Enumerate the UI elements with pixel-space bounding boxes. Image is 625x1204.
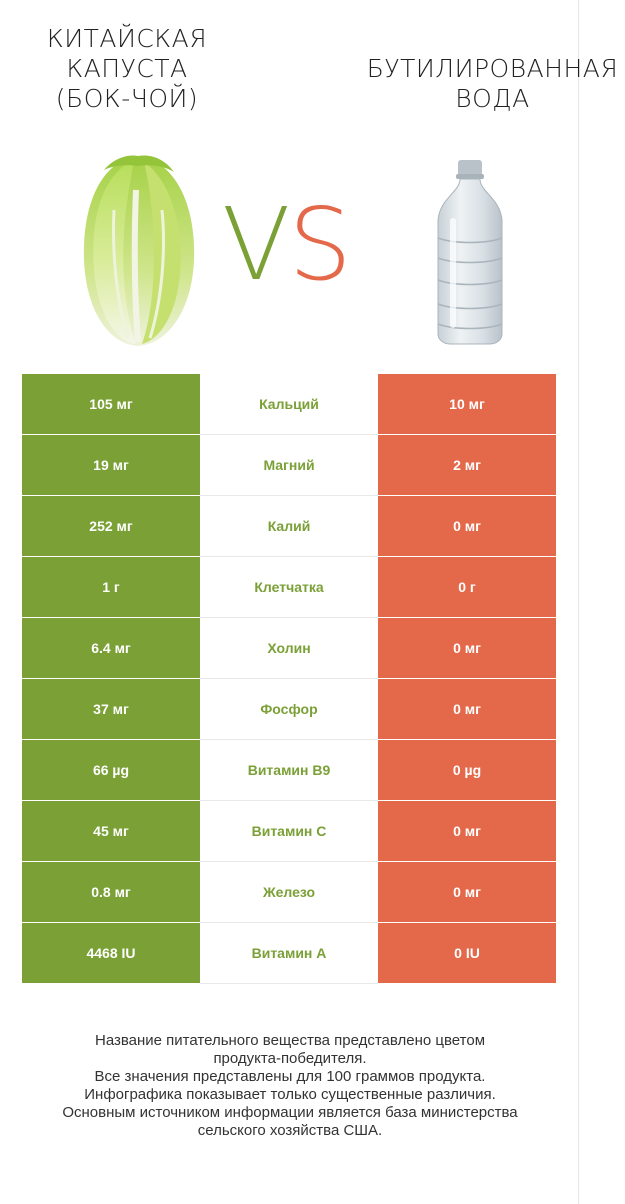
table-row: [22, 740, 556, 801]
right-title-line: БУТИЛИРОВАННАЯ: [366, 54, 619, 83]
vs-v: V: [222, 186, 289, 303]
nutrient-name: Фосфор: [200, 679, 378, 740]
nutrient-name: Магний: [200, 435, 378, 496]
nutrient-name: Кальций: [200, 374, 378, 435]
right-value: 0 µg: [378, 740, 556, 801]
table-row: [22, 801, 556, 862]
table-row: [22, 435, 556, 496]
vs-s: S: [288, 186, 350, 303]
nutrient-name: Железо: [200, 862, 378, 923]
nutrient-name: Холин: [200, 618, 378, 679]
right-value: 0 мг: [378, 801, 556, 862]
footnote-line: Основным источником информации является база министерства: [62, 1104, 518, 1121]
left-title-line: КИТАЙСКАЯ: [46, 24, 208, 53]
table-row: [22, 374, 556, 435]
left-value: 105 мг: [22, 374, 200, 435]
right-value: 0 г: [378, 557, 556, 618]
table-row: [22, 923, 556, 984]
right-value: 0 мг: [378, 679, 556, 740]
water-bottle-image: [430, 158, 510, 346]
right-value: 0 мг: [378, 496, 556, 557]
vs-label: [222, 185, 350, 305]
left-food-title: [22, 24, 232, 114]
nutrient-name: Витамин B9: [200, 740, 378, 801]
left-value: 37 мг: [22, 679, 200, 740]
right-value: 0 мг: [378, 862, 556, 923]
right-food-title: [360, 54, 625, 114]
left-value: 66 µg: [22, 740, 200, 801]
right-border: [578, 0, 579, 1204]
footnote-line: продукта-победителя.: [213, 1050, 367, 1067]
table-row: [22, 679, 556, 740]
table-row: [22, 862, 556, 923]
table-row: [22, 557, 556, 618]
footnote-line: Инфографика показывает только существенные различия.: [84, 1086, 496, 1103]
napa-cabbage-image: [74, 150, 202, 350]
left-title-line: КАПУСТА: [66, 54, 188, 83]
right-value: 10 мг: [378, 374, 556, 435]
footnote-line: Название питательного вещества представлено цветом: [94, 1032, 486, 1049]
right-value: 2 мг: [378, 435, 556, 496]
nutrient-name: Витамин C: [200, 801, 378, 862]
right-value: 0 IU: [378, 923, 556, 984]
table-row: [22, 618, 556, 679]
left-value: 1 г: [22, 557, 200, 618]
footnote-line: сельского хозяйства США.: [197, 1122, 383, 1139]
left-value: 4468 IU: [22, 923, 200, 984]
left-value: 45 мг: [22, 801, 200, 862]
left-value: 6.4 мг: [22, 618, 200, 679]
left-title-line: (БОК-ЧОЙ): [55, 84, 199, 113]
right-title-line: ВОДА: [455, 84, 530, 113]
footnote-line: Все значения представлены для 100 граммов продукта.: [94, 1068, 486, 1085]
table-row: [22, 496, 556, 557]
nutrient-name: Калий: [200, 496, 378, 557]
left-value: 19 мг: [22, 435, 200, 496]
comparison-table: [22, 374, 556, 984]
left-value: 0.8 мг: [22, 862, 200, 923]
right-value: 0 мг: [378, 618, 556, 679]
nutrient-name: Витамин A: [200, 923, 378, 984]
left-value: 252 мг: [22, 496, 200, 557]
footnote: [0, 1032, 580, 1140]
nutrient-name: Клетчатка: [200, 557, 378, 618]
